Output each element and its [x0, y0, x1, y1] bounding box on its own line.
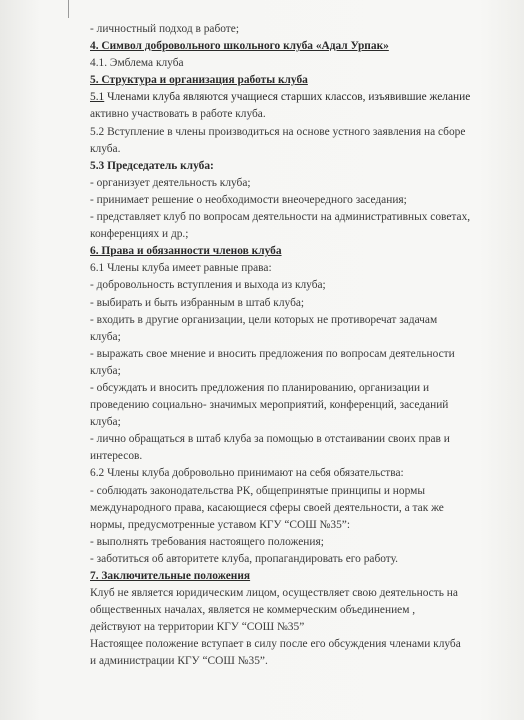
subheading-text: 5.3 Председатель клуба:: [90, 159, 214, 172]
line-text: - лично обращаться в штаб клуба за помощью в отстаивании своих прав и: [90, 433, 450, 446]
paragraph-line: [90, 192, 502, 209]
line-text: - входить в другие организации, цели которых не противоречат задачам: [90, 313, 438, 326]
line-text: 5.2 Вступление в члены производиться на основе устного заявления на сборе: [90, 125, 466, 138]
paragraph-line: [90, 363, 502, 380]
scan-fold-line: [68, 0, 69, 18]
clause-number: 5.1: [90, 91, 105, 104]
paragraph-line: [90, 483, 502, 500]
section-heading: [90, 243, 502, 260]
line-text: клуба;: [90, 330, 121, 343]
paragraph-line: [90, 55, 502, 72]
heading-text: 5. Структура и организация работы клуба: [90, 74, 308, 87]
line-text: - принимает решение о необходимости внеочередного заседания;: [90, 193, 407, 206]
paragraph-line: [90, 414, 502, 431]
line-text: интересов.: [90, 450, 143, 463]
paragraph-line: [90, 260, 502, 277]
heading-text: 6. Права и обязанности членов клуба: [90, 245, 282, 258]
heading-text: 4. Символ добровольного школьного клуба «Адал Урпак»: [90, 40, 389, 53]
paragraph-line: [90, 106, 502, 123]
paragraph-line: [90, 295, 502, 312]
line-text: Настоящее положение вступает в силу после его обсуждения членами клуба: [90, 638, 461, 651]
paragraph-line: [90, 277, 502, 294]
line-text: - представляет клуб по вопросам деятельности на административных советах,: [90, 211, 471, 224]
line-text: проведению социально- значимых мероприятий, конференций, заседаний: [90, 399, 449, 412]
line-text: клуба;: [90, 364, 121, 377]
line-text: клуба.: [90, 142, 121, 155]
paragraph-line: [90, 431, 502, 448]
line-text: 4.1. Эмблема клуба: [90, 57, 184, 70]
line-text: - личностный подход в работе;: [90, 23, 239, 35]
line-text: - заботиться об авторитете клуба, пропагандировать его работу.: [90, 552, 399, 565]
paragraph-line: [90, 346, 502, 363]
line-text: - обсуждать и вносить предложения по планированию, организации и: [90, 381, 430, 394]
paragraph-line: [90, 209, 502, 226]
section-heading: [90, 568, 502, 585]
paragraph-line: [90, 636, 502, 653]
paragraph-line: [90, 465, 502, 482]
paragraph-line: [90, 21, 502, 38]
line-text: - соблюдать законодательства РК, общепринятые принципы и нормы: [90, 484, 425, 497]
line-text: 6.2 Члены клуба добровольно принимают на себя обязательства:: [90, 467, 404, 480]
line-text: - выбирать и быть избранным в штаб клуба;: [90, 296, 305, 309]
line-text: нормы, предусмотренные уставом КГУ “СОШ №35”:: [90, 518, 351, 531]
paragraph-line: [90, 141, 502, 158]
line-text: 6.1 Члены клуба имеет равные права:: [90, 262, 272, 275]
paragraph-line: [90, 312, 502, 329]
line-text: - добровольность вступления и выхода из клуба;: [90, 279, 326, 292]
paragraph-line: [90, 89, 502, 106]
line-text: - выражать свое мнение и вносить предложения по вопросам деятельности: [90, 347, 455, 360]
line-text: Клуб не является юридическим лицом, осуществляет свою деятельность на: [90, 587, 458, 600]
line-text: - организует деятельность клуба;: [90, 176, 251, 189]
section-heading: [90, 38, 502, 55]
line-text: клуба;: [90, 416, 121, 429]
paragraph-line: [90, 602, 502, 619]
heading-text: 7. Заключительные положения: [90, 570, 251, 582]
paragraph-line: [90, 500, 502, 517]
paragraph-line: [90, 329, 502, 346]
line-text: общественных началах, является не коммерческим объединением ,: [90, 604, 416, 617]
paragraph-line: [90, 619, 502, 636]
line-text: активно участвовать в работе клуба.: [90, 108, 266, 121]
clause-text: Членами клуба являются учащиеся старших классов, изъявившие желание: [104, 91, 471, 104]
paragraph-line: [90, 585, 502, 602]
paragraph-line: [90, 124, 502, 141]
paragraph-line: [90, 653, 502, 670]
document-body: [90, 21, 502, 671]
paragraph-line: [90, 175, 502, 192]
paragraph-line: [90, 551, 502, 568]
paragraph-line: [90, 397, 502, 414]
subsection-heading: [90, 158, 502, 175]
line-text: и администрации КГУ “СОШ №35”.: [90, 655, 268, 668]
paragraph-line: [90, 448, 502, 465]
line-text: конференциях и др.;: [90, 228, 189, 241]
line-text: международного права, касающиеся сферы своей деятельности, а так же: [90, 501, 444, 514]
paragraph-line: [90, 226, 502, 243]
paragraph-line: [90, 380, 502, 397]
paragraph-line: [90, 534, 502, 551]
paragraph-line: [90, 517, 502, 534]
line-text: - выполнять требования настоящего положения;: [90, 535, 324, 548]
line-text: действуют на территории КГУ “СОШ №35”: [90, 621, 305, 634]
section-heading: [90, 72, 502, 89]
